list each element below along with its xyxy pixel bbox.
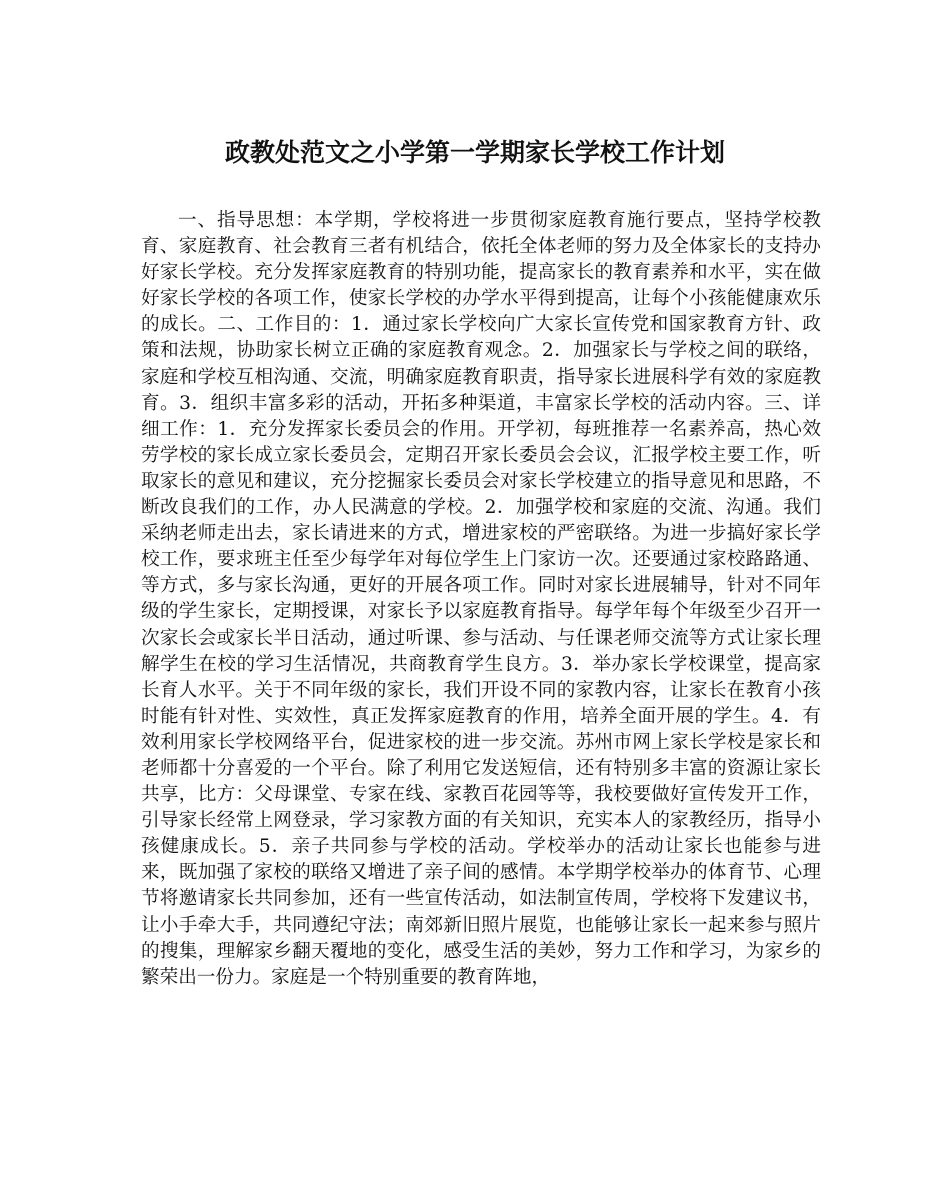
document-title: 政教处范文之小学第一学期家长学校工作计划 bbox=[224, 138, 725, 167]
document-body-paragraph: 一、指导思想：本学期，学校将进一步贯彻家庭教育施行要点，坚持学校教育、家庭教育、社会教育三者有机结合，依托全体老师的努力及全体家长的支持办好家长学校。充分发挥家庭教育的特别功能，提高家长的教育素养和水平，实在做好家长学校的各项工作，使家长学校的办学水平得到提高，让每个小孩能健康欢乐的成长。二、工作目的：1．通过家长学校向广大家长宣传党和国家教育方针、政策和法规，协助家长树立正确的家庭教育观念。2．加强家长与学校之间的联络，家庭和学校互相沟通、交流，明确家庭教育职责，指导家长进展科学有效的家庭教育。3．组织丰富多彩的活动，开拓多种渠道，丰富家长学校的活动内容。三、详细工作：1．充分发挥家长委员会的作用。开学初，每班推荐一名素养高，热心效劳学校的家长成立家长委员会，定期召开家长委员会会议，汇报学校主要工作，听取家长的意见和建议，充分挖掘家长委员会对家长学校建立的指导意见和思路，不断改良我们的工作，办人民满意的学校。2．加强学校和家庭的交流、沟通。我们采纳老师走出去，家长请进来的方式，增进家校的严密联络。为进一步搞好家长学校工作，要求班主任至少每学年对每位学生上门家访一次。还要通过家校路路通、等方式，多与家长沟通，更好的开展各项工作。同时对家长进展辅导，针对不同年级的学生家长，定期授课，对家长予以家庭教育指导。每学年每个年级至少召开一次家长会或家长半日活动，通过听课、参与活动、与任课老师交流等方式让家长理解学生在校的学习生活情况，共商教育学生良方。3．举办家长学校课堂，提高家长育人水平。关于不同年级的家长，我们开设不同的家教内容，让家长在教育小孩时能有针对性、实效性，真正发挥家庭教育的作用，培养全面开展的学生。4．有效利用家长学校网络平台，促进家校的进一步交流。苏州市网上家长学校是家长和老师都十分喜爱的一个平台。除了利用它发送短信，还有特别多丰富的资源让家长共享，比方：父母课堂、专家在线、家教百花园等等，我校要做好宣传发开工作，引导家长经常上网登录，学习家教方面的有关知识，充实本人的家教经历，指导小孩健康成长。5．亲子共同参与学校的活动。学校举办的活动让家长也能参与进来，既加强了家校的联络又增进了亲子间的感情。本学期学校举办的体育节、心理节将邀请家长共同参加，还有一些宣传活动，如法制宣传周，学校将下发建议书，让小手牵大手，共同遵纪守法；南郊新旧照片展览，也能够让家长一起来参与照片的搜集，理解家乡翻天覆地的变化，感受生活的美妙，努力工作和学习，为家乡的繁荣出一份力。家庭是一个特别重要的教育阵地， bbox=[141, 210, 821, 988]
